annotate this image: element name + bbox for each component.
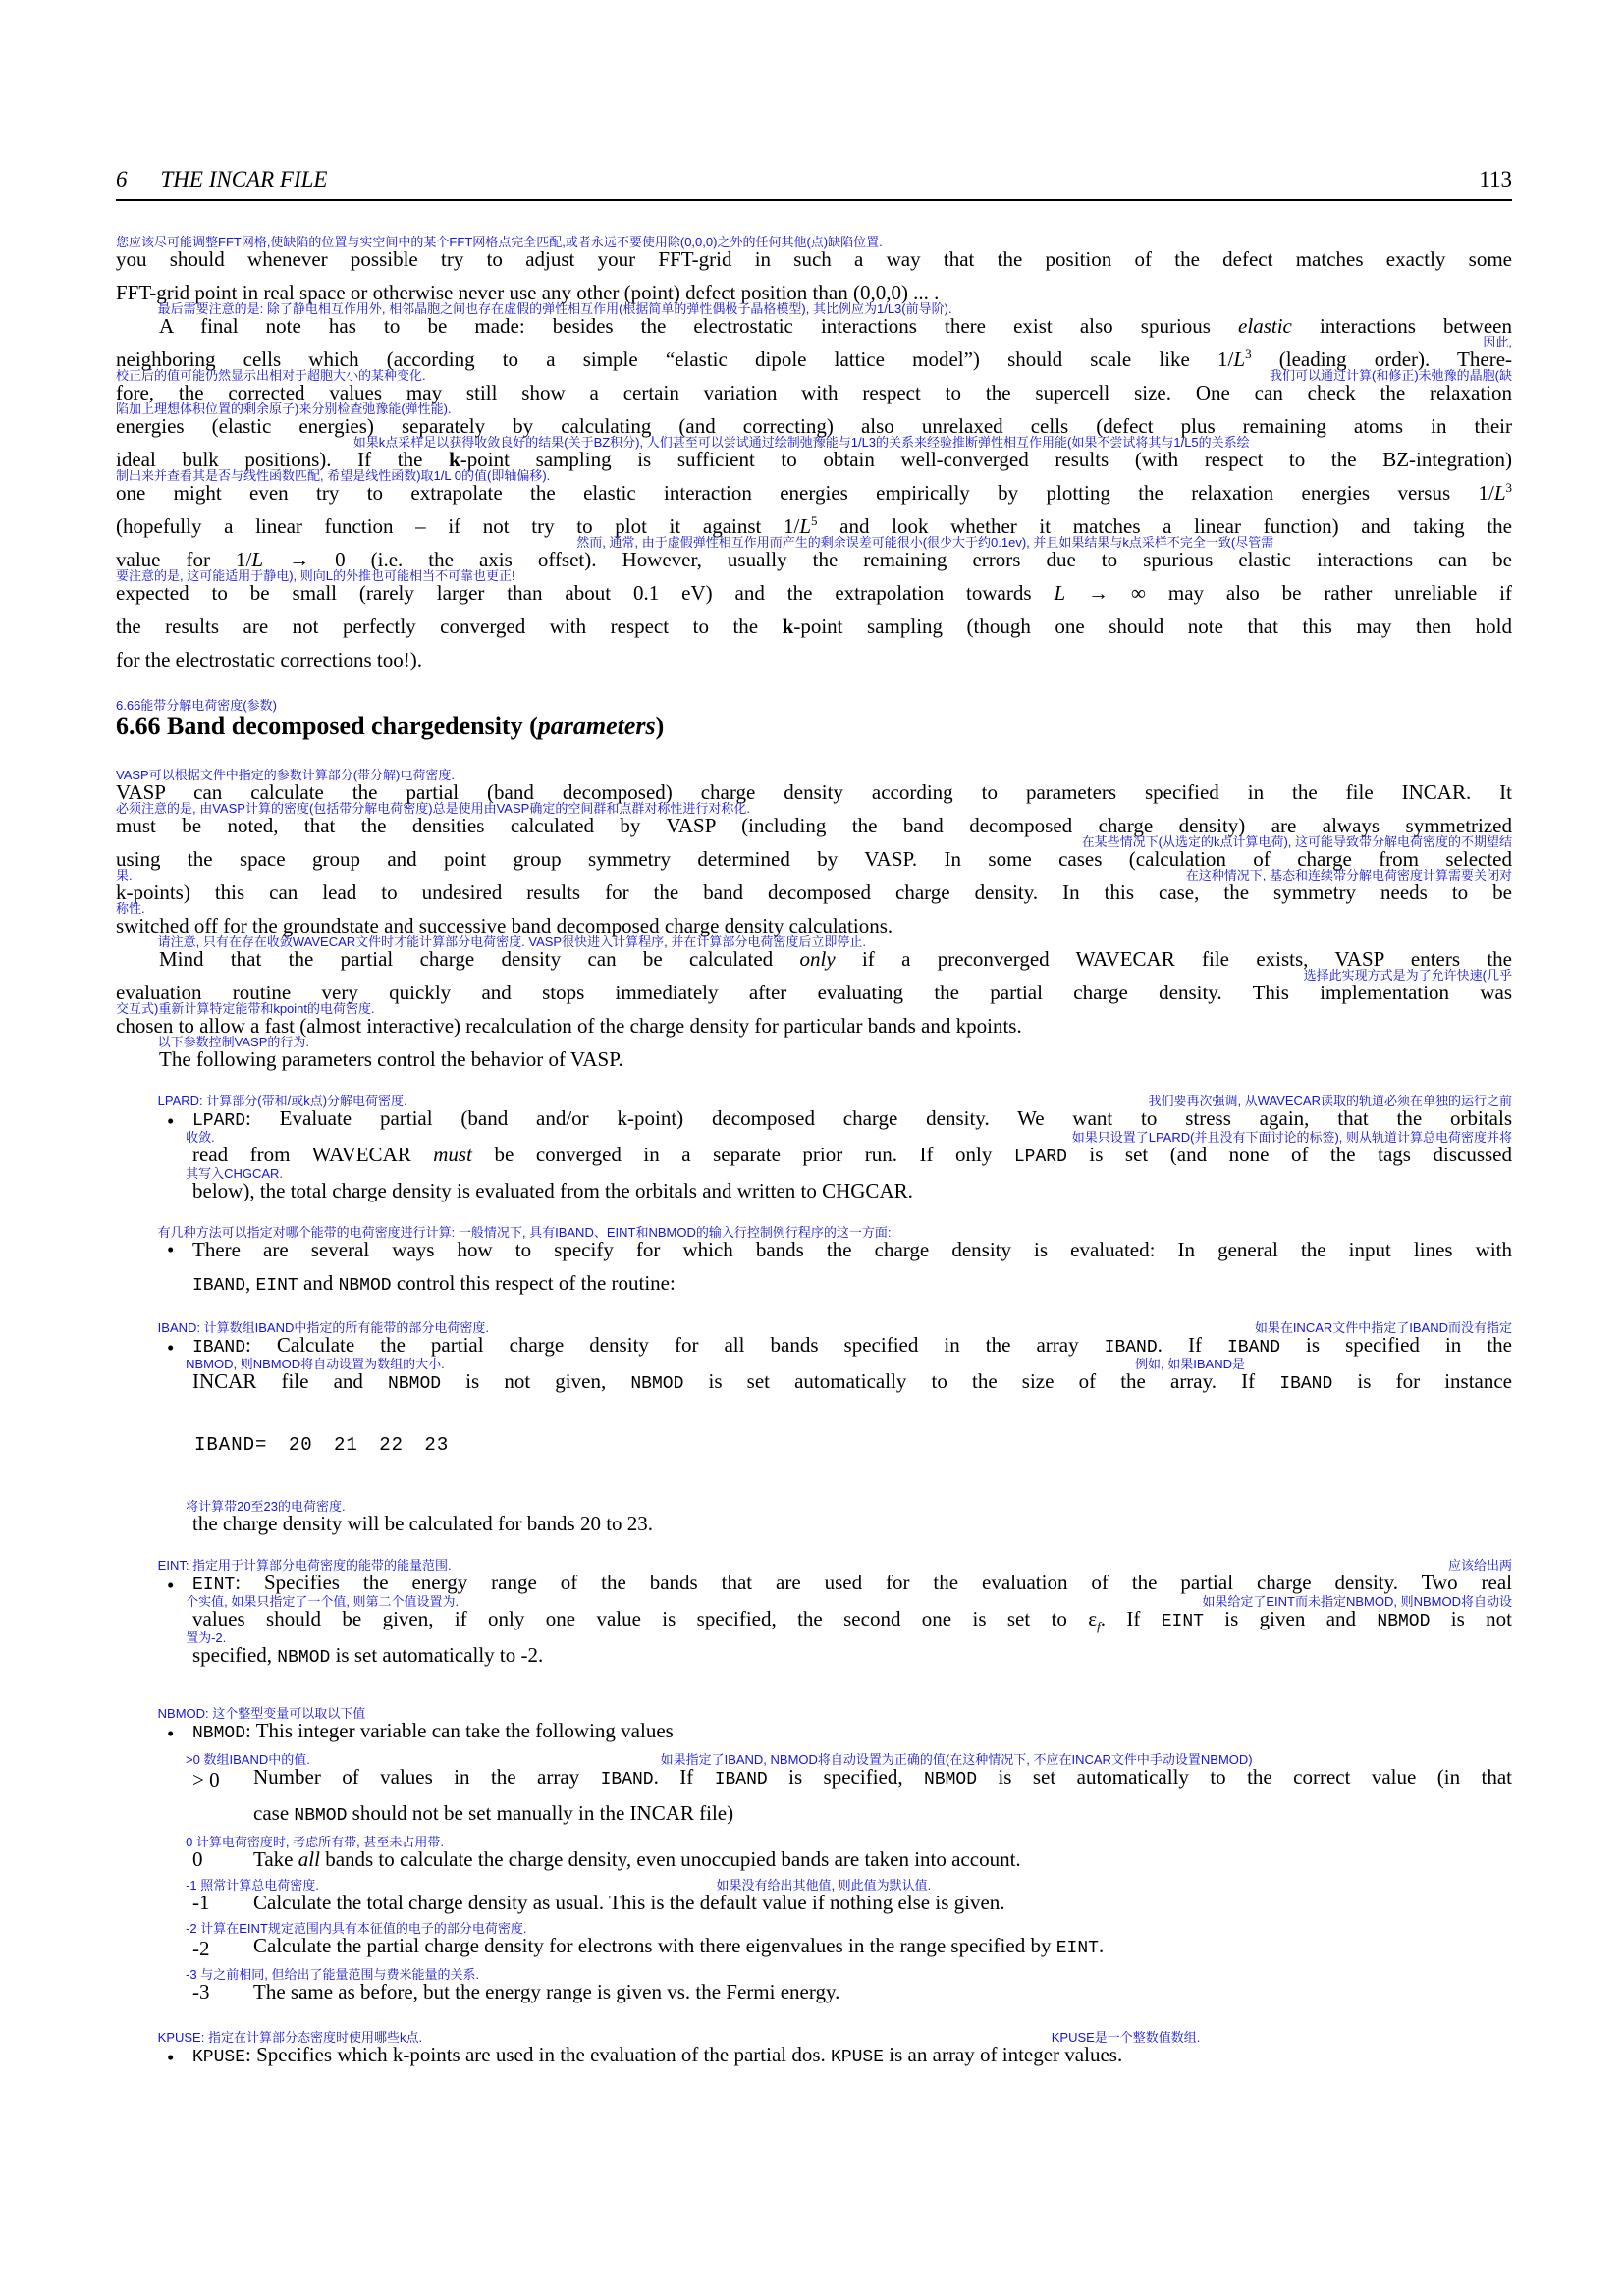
text-line <box>116 1754 1512 1790</box>
running-head-left <box>116 167 327 192</box>
text-segment: value for 1/ <box>116 548 252 571</box>
text-line <box>116 1560 1512 1596</box>
text-line <box>116 1923 1512 1959</box>
english-line <box>116 513 1512 538</box>
text-segment: k <box>449 448 460 471</box>
annotation-segment: 如果给定了EINT而未指定NBMOD, 则NBMOD将自动设 <box>1202 1594 1512 1609</box>
text-line <box>116 700 1512 740</box>
text-line <box>116 337 1512 370</box>
text-segment: is set automatically to the correct value (in that <box>977 1765 1512 1789</box>
english-line <box>116 849 1512 870</box>
text-block <box>116 1501 1512 1534</box>
text-segment: EINT <box>255 1276 298 1296</box>
annotation-segment: 其写入CHGCAR. <box>186 1166 284 1181</box>
text-segment: L <box>799 514 812 538</box>
annotation-segment: 个实值, 如果只指定了一个值, 则第二个值设置为. <box>186 1594 460 1609</box>
text-segment: all <box>298 1847 320 1871</box>
text-segment: IBAND <box>192 1276 246 1296</box>
text-block <box>116 1095 1512 1201</box>
text-segment: the charge density will be calculated for bands 20 to 23. <box>192 1512 654 1535</box>
text-segment: specified, <box>192 1643 278 1667</box>
bullet-marker: • <box>167 2046 175 2069</box>
text-segment: VASP can calculate the partial (band decomposed) charge density according to parameters specified in the file INCAR. It <box>116 780 1512 804</box>
text-segment: should not be set manually in the INCAR file) <box>347 1801 734 1825</box>
text-segment: IBAND <box>600 1770 654 1789</box>
annotation-segment: 置为-2. <box>186 1630 227 1645</box>
text-segment: NBMOD <box>1377 1612 1431 1631</box>
text-segment: EINT <box>192 1575 236 1595</box>
text-segment: read from WAVECAR <box>192 1143 434 1166</box>
text-segment: EINT <box>1055 1939 1099 1958</box>
text-line <box>116 1501 1512 1534</box>
text-segment: is specified in the <box>1280 1333 1512 1357</box>
bullet-marker: • <box>167 1109 175 1133</box>
text-segment: . If <box>1157 1333 1227 1357</box>
text-segment: values should be given, if only one value is specified, the second one is set to ε <box>192 1607 1098 1630</box>
english-line <box>116 650 1512 670</box>
section-number: 6 <box>116 167 128 191</box>
english-line <box>192 1645 1512 1669</box>
annotation-segment: 制出来并查看其是否与线性函数匹配, 希望是线性函数)取1/L 0的值(即轴偏移). <box>116 468 551 483</box>
text-segment: elastic <box>1238 314 1292 338</box>
text-segment: , <box>245 1271 256 1295</box>
text-segment: . If <box>653 1765 715 1789</box>
text-line <box>116 836 1512 870</box>
annotation-segment: NBMOD: 这个整型变量可以取以下值 <box>157 1706 366 1721</box>
text-segment: if a preconverged WAVECAR file exists, VASP enters the <box>835 947 1512 971</box>
text-line <box>116 903 1512 936</box>
text-line <box>116 1596 1512 1632</box>
english-line <box>192 1721 1512 1744</box>
text-segment: There are several ways how to specify for which bands the charge density is evaluated: In general the input lines with <box>192 1238 1512 1261</box>
text-segment: bands to calculate the charge density, even unoccupied bands are taken into account. <box>319 1847 1021 1871</box>
text-segment: (leading order). There- <box>1251 347 1513 371</box>
text-segment: Band decomposed chargedensity ( <box>160 712 538 740</box>
text-segment: KPUSE <box>831 2048 885 2067</box>
text-segment: using the space group and point group symmetry determined by VASP. In some cases (calculation of charge from selected <box>116 847 1512 871</box>
text-block <box>116 1322 1512 1395</box>
bullet-marker: • <box>167 1238 175 1261</box>
annotation-segment: 称性. <box>116 901 145 916</box>
text-line <box>116 1359 1512 1395</box>
text-segment: . If <box>1100 1607 1162 1630</box>
annotation-segment: 请注意, 只有在存在收敛WAVECAR文件时才能计算部分电荷密度. VASP很快进入计算程序, 并在计算部分电荷密度后立即停止. <box>157 934 866 949</box>
text-line <box>116 570 1512 604</box>
item-label: 0 <box>192 1847 203 1871</box>
annotation-segment: 0 计算电荷密度时, 考虑所有带, 甚至未占用带. <box>186 1835 444 1849</box>
text-segment: evaluation routine very quickly and stops immediately after evaluating the partial charge density. This implementation was <box>116 981 1512 1004</box>
annotation-segment: 收敛. <box>186 1130 215 1145</box>
text-segment: f <box>1097 1619 1101 1634</box>
text-segment: must <box>433 1143 472 1166</box>
annotation-segment: VASP可以根据文件中指定的参数计算部分(带分解)电荷密度. <box>116 768 455 782</box>
text-segment: NBMOD <box>630 1374 684 1394</box>
text-segment: must be noted, that the densities calculated by VASP (including the band decomposed charge density) are always symmetrized <box>116 814 1512 837</box>
english-line <box>116 616 1512 637</box>
annotation-segment: 以下参数控制VASP的行为. <box>157 1035 309 1049</box>
annotation-segment: EINT: 指定用于计算部分电荷密度的能带的能量范围. <box>157 1558 452 1573</box>
text-line <box>116 370 1512 403</box>
text-line <box>116 437 1512 470</box>
text-segment: IBAND <box>714 1770 768 1789</box>
text-segment: . <box>1098 1934 1105 1957</box>
text-line <box>116 1880 1512 1913</box>
text-segment: L <box>1233 347 1246 371</box>
text-segment: is for instance <box>1332 1369 1512 1393</box>
text-line <box>116 1322 1512 1359</box>
english-line <box>192 1240 1512 1260</box>
english-line <box>116 882 1512 903</box>
text-segment: NBMOD <box>277 1648 331 1668</box>
text-block <box>116 2032 1512 2068</box>
annotation-segment: NBMOD, 则NBMOD将自动设置为数组的大小. <box>186 1357 445 1371</box>
text-segment: k <box>782 614 794 638</box>
annotation-segment: 例如, 如果IBAND是 <box>1135 1357 1246 1371</box>
text-segment: NBMOD <box>924 1770 978 1789</box>
text-segment: only <box>799 947 836 971</box>
text-line <box>116 303 1512 337</box>
text-line <box>116 1632 1512 1669</box>
annotation-segment: 如果在INCAR文件中指定了IBAND而没有指定 <box>1254 1320 1512 1335</box>
english-line <box>116 383 1512 403</box>
text-segment: (hopefully a linear function – if not try to plot it against 1/ <box>116 514 800 538</box>
item-label: -1 <box>192 1891 210 1914</box>
annotation-segment: 交互式)重新计算特定能带和kpoint的电荷密度. <box>116 1001 375 1016</box>
text-segment: 3 <box>1505 480 1512 495</box>
text-segment: is specified, <box>767 1765 925 1789</box>
text-line <box>116 770 1512 803</box>
text-segment: IBAND <box>192 1338 246 1358</box>
annotation-segment: 如果只设置了LPARD(并且没有下面讨论的标签), 则从轨道计算总电荷密度并将 <box>1071 1130 1512 1145</box>
item-label: > 0 <box>192 1768 220 1791</box>
section-heading <box>116 713 1512 740</box>
text-segment: Calculate the total charge density as usual. This is the default value if nothing else is given. <box>253 1891 1005 1914</box>
text-segment: the results are not perfectly converged with respect to the <box>116 614 783 638</box>
text-segment: : Specifies which k-points are used in the evaluation of the partial dos. <box>245 2043 832 2066</box>
text-segment: 5 <box>811 513 818 528</box>
english-line <box>116 283 1512 303</box>
text-line <box>116 237 1512 270</box>
section-title: THE INCAR FILE <box>160 167 328 191</box>
text-segment: NBMOD <box>388 1374 442 1394</box>
annotation-segment: 最后需要注意的是: 除了静电相互作用外, 相邻晶胞之间也存在虚假的弹性相互作用(根据简单的弹性偶极子晶格模型), 其比例应为1/L3(前导阶). <box>157 301 952 316</box>
text-block <box>116 1560 1512 1669</box>
text-block <box>116 1708 1512 1744</box>
english-line <box>116 782 1512 803</box>
english-line <box>116 349 1512 370</box>
text-line <box>116 970 1512 1003</box>
text-segment: you should whenever possible try to adjust your FFT-grid in such a way that the position of the defect matches exactly some <box>116 247 1512 271</box>
text-segment: k-points) this can lead to undesired results for the band decomposed charge density. In this case, the symmetry needs to be <box>116 881 1512 904</box>
running-head <box>116 167 1512 192</box>
english-line <box>116 416 1512 437</box>
text-segment: Calculate the partial charge density for electrons with there eigenvalues in the range specified by <box>253 1934 1056 1957</box>
annotation-segment: -2 计算在EINT规定范围内具有本征值的电子的部分电荷密度. <box>186 1921 527 1936</box>
text-segment: → 0 (i.e. the axis offset). However, usually the remaining errors due to spurious elastic interactions can be <box>263 548 1513 571</box>
annotation-line <box>116 699 1512 713</box>
text-line <box>116 1227 1512 1260</box>
annotation-segment: 6.66能带分解电荷密度(参数) <box>116 698 277 713</box>
text-line <box>116 470 1512 504</box>
text-block <box>116 1754 1512 2002</box>
bullet-marker: • <box>167 1722 175 1745</box>
english-line <box>192 1335 1512 1359</box>
text-segment: interactions between <box>1291 314 1512 338</box>
text-segment: NBMOD <box>338 1276 392 1296</box>
text-segment: for the electrostatic corrections too!). <box>116 648 422 671</box>
english-line <box>192 1514 1512 1534</box>
annotation-segment: 您应该尽可能调整FFT网格,使缺陷的位置与实空间中的某个FFT网格点完全匹配,或者永远不要使用除(0,0,0)之外的任何其他(点)缺陷位置. <box>116 235 883 249</box>
text-segment: is set (and none of the tags discussed <box>1066 1143 1512 1166</box>
text-segment: -point sampling is sufficient to obtain well-converged results (with respect to the BZ-integration) <box>460 448 1512 471</box>
text-line <box>116 803 1512 836</box>
text-segment: 3 <box>1245 347 1252 361</box>
text-segment: → ∞ may also be rather unreliable if <box>1065 581 1512 605</box>
english-line <box>116 249 1512 270</box>
text-segment: below), the total charge density is evaluated from the orbitals and written to CHGCAR. <box>192 1179 913 1202</box>
text-segment: A final note has to be made: besides the electrostatic interactions there exist also spurious <box>159 314 1239 338</box>
text-line <box>116 1003 1512 1037</box>
text-segment: ) <box>655 712 665 740</box>
english-line <box>192 1609 1512 1632</box>
text-segment: chosen to allow a fast (almost interactive) recalculation of the charge density for particular bands and kpoints. <box>116 1014 1022 1038</box>
english-line <box>159 949 1512 970</box>
text-segment: ideal bulk positions). If the <box>116 448 450 471</box>
annotation-segment: 在某些情况下(从选定的k点计算电荷), 这可能导致带分解电荷密度的不期望结 <box>1081 834 1512 849</box>
text-segment: L <box>1054 581 1066 605</box>
text-segment: one might even try to extrapolate the elastic interaction energies empirically by plotting the relaxation energies versus 1/ <box>116 481 1494 505</box>
text-segment: LPARD <box>192 1111 246 1131</box>
annotation-segment: 我们可以通过计算(和修正)未弛豫的晶胞(缺 <box>1270 368 1512 383</box>
text-segment: NBMOD <box>192 1724 246 1743</box>
text-line <box>116 504 1512 537</box>
annotation-segment: IBAND: 计算数组IBAND中指定的所有能带的部分电荷密度. <box>157 1320 489 1335</box>
english-line <box>253 1936 1512 1959</box>
text-line <box>116 1790 1512 1827</box>
english-line <box>253 1803 1512 1827</box>
annotation-segment: LPARD: 计算部分(带和/或k点)分解电荷密度. <box>157 1094 407 1108</box>
text-segment: LPARD <box>1013 1148 1067 1167</box>
text-segment: case <box>253 1801 295 1825</box>
text-segment: L <box>1493 481 1506 505</box>
text-block <box>116 237 1512 670</box>
text-segment: KPUSE <box>192 2048 246 2067</box>
text-segment: Number of values in the array <box>253 1765 601 1789</box>
text-segment: The following parameters control the behavior of VASP. <box>159 1047 623 1071</box>
text-segment: IBAND <box>1104 1338 1158 1358</box>
english-line <box>253 1982 1512 2002</box>
annotation-segment: -3 与之前相同, 但给出了能量范围与费米能量的关系. <box>186 1967 480 1982</box>
text-segment: is an array of integer values. <box>884 2043 1123 2066</box>
text-line <box>116 1132 1512 1168</box>
english-line <box>116 550 1512 570</box>
annotation-segment: 将计算带20至23的电荷密度. <box>186 1499 346 1514</box>
text-segment: : This integer variable can take the following values <box>245 1719 674 1742</box>
item-label: -2 <box>192 1937 210 1960</box>
text-segment: The same as before, but the energy range is given vs. the Fermi energy. <box>253 1980 840 2003</box>
text-segment: is set automatically to -2. <box>330 1643 544 1667</box>
english-line <box>116 480 1512 505</box>
bullet-marker: • <box>167 1574 175 1597</box>
text-segment: IBAND <box>1227 1338 1281 1358</box>
text-line <box>116 1708 1512 1744</box>
text-line <box>116 1095 1512 1132</box>
text-segment: energies (elastic energies) separately by calculating (and correcting) also unrelaxed cells (defect plus remaining atoms in their <box>116 414 1512 438</box>
english-line <box>192 1108 1512 1132</box>
annotation-segment: 我们要再次强调, 从WAVECAR读取的轨道必须在单独的运行之前 <box>1148 1094 1512 1108</box>
text-segment: switched off for the groundstate and successive band decomposed charge density calculations. <box>116 914 893 937</box>
text-segment: is set automatically to the size of the array. If <box>683 1369 1280 1393</box>
annotation-segment: >0 数组IBAND中的值. <box>186 1752 310 1767</box>
english-line <box>253 1849 1512 1870</box>
english-line <box>159 316 1512 337</box>
text-segment: -point sampling (though one should note that this may then hold <box>793 614 1513 638</box>
text-line <box>116 1037 1512 1070</box>
text-segment: : Calculate the partial charge density for all bands specified in the array <box>245 1333 1105 1357</box>
text-segment: parameters <box>537 712 656 740</box>
item-label: -3 <box>192 1980 210 2003</box>
english-line <box>192 2045 1512 2068</box>
english-line <box>192 1181 1512 1201</box>
annotation-segment: 在这种情况下, 基态和连续带分解电荷密度计算需要关闭对 <box>1185 868 1512 882</box>
text-line <box>116 1168 1512 1201</box>
english-line <box>116 916 1512 936</box>
english-line <box>116 983 1512 1003</box>
english-line <box>192 1145 1512 1168</box>
text-segment: L <box>251 548 264 571</box>
text-segment: is not given, <box>441 1369 631 1393</box>
text-segment: control this respect of the routine: <box>391 1271 676 1295</box>
text-line <box>116 270 1512 303</box>
annotation-segment: 然而, 通常, 由于虚假弹性相互作用而产生的剩余误差可能很小(很少大于约0.1ev), 并且如果结果与k点采样不完全一致(尽管需 <box>576 535 1274 550</box>
text-segment: : Specifies the energy range of the bands that are used for the evaluation of the partial charge density. Two real <box>235 1571 1512 1594</box>
annotation-segment: 因此, <box>1483 335 1512 349</box>
annotation-segment: 选择此实现方式是为了允许快速(几乎 <box>1303 968 1512 983</box>
text-segment: IBAND <box>1279 1374 1333 1394</box>
annotation-segment: 陷加上理想体积位置的剩余原子)来分别检查弛豫能(弹性能). <box>116 401 452 416</box>
annotation-segment: 要注意的是, 这可能适用于静电), 则向L的外推也可能相当不可靠也更正! <box>116 568 515 583</box>
text-segment: be converged in a separate prior run. If only <box>471 1143 1014 1166</box>
text-line <box>116 637 1512 670</box>
english-line <box>116 1016 1512 1037</box>
text-segment: fore, the corrected values may still show a certain variation with respect to the supercell size. One can check the relaxation <box>116 381 1512 404</box>
annotation-line <box>116 1631 1512 1645</box>
text-line <box>116 1260 1512 1297</box>
annotation-segment: 校正后的值可能仍然显示出相对于超胞大小的某种变化. <box>116 368 426 383</box>
text-segment: neighboring cells which (according to a simple “elastic dipole lattice model”) should scale like 1/ <box>116 347 1234 371</box>
text-line <box>116 1969 1512 2002</box>
text-segment: and look whether it matches a linear function) and taking the <box>817 514 1512 538</box>
text-segment: is given and <box>1203 1607 1378 1630</box>
annotation-segment: 如果没有给出其他值, 则此值为默认值. <box>716 1878 932 1893</box>
annotation-segment: 如果指定了IBAND, NBMOD将自动设置为正确的值(在这种情况下, 不应在INCAR文件中手动设置NBMOD) <box>660 1752 1253 1767</box>
english-line <box>116 450 1512 470</box>
annotation-segment: -1 照常计算总电荷密度. <box>186 1878 319 1893</box>
code-block <box>116 1434 1512 1456</box>
english-line <box>192 1273 1512 1297</box>
english-line <box>192 1371 1512 1395</box>
text-segment: 6.66 <box>116 712 161 740</box>
text-line <box>116 2032 1512 2068</box>
document-content <box>116 201 1512 2068</box>
english-line <box>116 583 1512 604</box>
text-segment: Take <box>253 1847 298 1871</box>
page-number: 113 <box>1479 167 1512 191</box>
text-line <box>116 537 1512 570</box>
annotation-segment: 果. <box>116 868 133 882</box>
text-line <box>116 870 1512 903</box>
annotation-segment: 有几种方法可以指定对哪个能带的电荷密度进行计算: 一般情况下, 具有IBAND、EINT和NBMOD的输入行控制例行程序的这一方面: <box>157 1225 892 1240</box>
code-line: IBAND= 20 21 22 23 <box>194 1434 450 1456</box>
annotation-segment: 如果k点采样足以获得收敛良好的结果(关于BZ积分), 人们甚至可以尝试通过绘制弛豫能与1/L3的关系来经验推断弹性相互作用能(如果不尝试将其与1/L5的关系绘 <box>352 435 1250 450</box>
text-segment: INCAR file and <box>192 1369 389 1393</box>
text-line <box>116 604 1512 637</box>
text-segment: expected to be small (rarely larger than about 0.1 eV) and the extrapolation towards <box>116 581 1055 605</box>
text-line <box>116 403 1512 437</box>
english-line <box>192 1573 1512 1596</box>
annotation-segment: KPUSE是一个整数值数组. <box>1051 2030 1201 2045</box>
english-line <box>253 1767 1512 1790</box>
annotation-segment: KPUSE: 指定在计算部分态密度时使用哪些k点. <box>157 2030 423 2045</box>
text-segment: FFT-grid point in real space or otherwise never use any other (point) defect position than (0,0,0) ... . <box>116 281 940 304</box>
english-line <box>159 1049 1512 1070</box>
text-segment: and <box>298 1271 339 1295</box>
text-segment: Mind that the partial charge density can be calculated <box>159 947 800 971</box>
annotation-segment: 必须注意的是, 由VASP计算的密度(包括带分解电荷密度)总是使用由VASP确定的空间群和点群对称性进行对称化. <box>116 801 750 816</box>
english-line <box>116 816 1512 836</box>
text-block <box>116 770 1512 1070</box>
text-block <box>116 700 1512 740</box>
text-line <box>116 1837 1512 1870</box>
text-segment: EINT <box>1161 1612 1204 1631</box>
text-block <box>116 1227 1512 1297</box>
text-segment: NBMOD <box>294 1806 348 1826</box>
text-line <box>116 936 1512 970</box>
english-line <box>253 1893 1512 1913</box>
text-segment: : Evaluate partial (band and/or k-point) decomposed charge density. We want to stress again, that the orbitals <box>245 1106 1512 1130</box>
bullet-marker: • <box>167 1336 175 1360</box>
annotation-segment: 应该给出两 <box>1447 1558 1512 1573</box>
text-segment: is not <box>1430 1607 1513 1630</box>
